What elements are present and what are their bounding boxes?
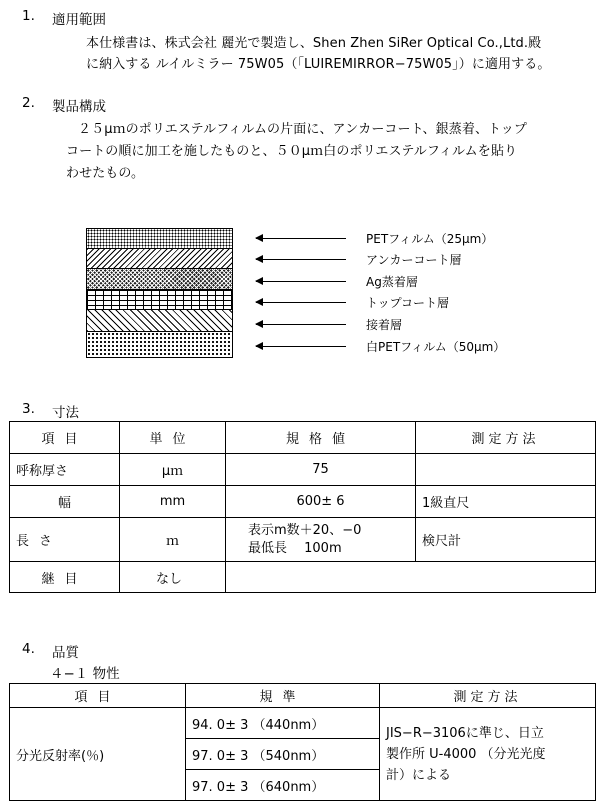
header-item: 項目 — [10, 422, 120, 454]
layer-stack-diagram — [86, 228, 233, 358]
section-2-text-line3: わせたもの。 — [66, 166, 145, 181]
section-1-text-line2: に納入する ルイルミラー 75W05（「LUIREMIRROR−75W05」）に適用する。 — [86, 57, 551, 72]
table-row — [10, 518, 596, 562]
cell-method: 1級直尺 — [416, 486, 596, 518]
cell-item: 継目 — [10, 562, 120, 593]
cell-item: 呼称厚さ — [10, 454, 120, 486]
cell-item: 幅 — [10, 486, 120, 518]
layer-adhesive — [87, 310, 233, 332]
label-anchor-coat: アンカーコート層 — [366, 253, 462, 267]
cell-spec — [226, 562, 416, 593]
section-4-number: 4. — [22, 641, 35, 657]
quality-header-spec: 規準 — [186, 684, 380, 708]
cell-unit: μｍ — [120, 454, 226, 486]
quality-cell-method — [380, 708, 596, 801]
layer-white-pet-film — [87, 332, 233, 358]
quality-method-line1: JIS−R−3106に準じ、日立 — [386, 725, 544, 741]
cell-method — [416, 562, 596, 593]
section-1-text-line1: 本仕様書は、株式会社 麗光で製造し、Shen Zhen SiRer Optical Co.,Ltd.殿 — [86, 36, 542, 51]
section-4-title: 品質 — [52, 645, 79, 661]
header-spec: 規格値 — [226, 422, 416, 454]
table-row — [10, 562, 596, 593]
dimensions-header-row — [10, 422, 596, 454]
label-top-coat: トップコート層 — [366, 296, 450, 310]
table-row — [10, 454, 596, 486]
section-3-number: 3. — [22, 401, 35, 417]
cell-method — [416, 454, 596, 486]
quality-cell-spec: 97. 0± 3 （640nm） — [186, 770, 380, 801]
quality-header-method: 測定方法 — [380, 684, 596, 708]
cell-item: 長さ — [10, 518, 120, 562]
header-method: 測定方法 — [416, 422, 596, 454]
cell-spec-line2: 最低長 100m — [248, 540, 342, 556]
table-row — [10, 708, 596, 739]
quality-cell-spec: 94. 0± 3 （440nm） — [186, 708, 380, 739]
quality-header-row — [10, 684, 596, 708]
section-2-text-line1: ２５μｍのポリエステルフィルムの片面に、アンカーコート、銀蒸着、トップ — [78, 122, 527, 137]
section-2-text-line2: コートの順に加工を施したものと、５０μｍ白のポリエステルフィルムを貼り — [66, 144, 518, 159]
cell-spec-line1: 表示m数＋20、−0 — [248, 522, 362, 538]
header-unit: 単位 — [120, 422, 226, 454]
layer-ag-deposition — [87, 269, 233, 290]
cell-unit: mm — [120, 486, 226, 518]
cell-method: 検尺計 — [416, 518, 596, 562]
quality-header-item: 項目 — [10, 684, 186, 708]
quality-method-line2: 製作所 U-4000 （分光光度 — [386, 746, 546, 762]
section-1-title: 適用範囲 — [52, 12, 106, 28]
quality-cell-spec: 97. 0± 3 （540nm） — [186, 739, 380, 770]
layer-anchor-coat — [87, 249, 233, 269]
cell-unit: なし — [120, 562, 226, 593]
table-row — [10, 486, 596, 518]
layer-top-coat — [87, 290, 233, 310]
quality-cell-item: 分光反射率(％) — [10, 708, 186, 801]
section-2-title: 製品構成 — [52, 99, 106, 115]
label-pet-film: PETフィルム（25μm） — [366, 232, 494, 246]
label-white-pet-film: 白PETフィルム（50μm） — [366, 340, 506, 354]
cell-spec: 75 — [226, 454, 416, 486]
layer-pet-film — [87, 229, 233, 249]
dimensions-table — [9, 421, 596, 593]
section-2-number: 2. — [22, 95, 35, 111]
quality-method-line3: 計）による — [386, 767, 452, 783]
cell-spec — [226, 518, 416, 562]
cell-unit: ｍ — [120, 518, 226, 562]
subsection-4-1: ４−１ 物性 — [50, 666, 120, 682]
quality-table — [9, 683, 596, 801]
section-1-number: 1. — [22, 8, 35, 24]
cell-spec: 600± 6 — [226, 486, 416, 518]
label-adhesive: 接着層 — [366, 318, 403, 332]
section-3-title: 寸法 — [52, 405, 79, 421]
label-ag-deposition: Ag蒸着層 — [366, 275, 418, 289]
